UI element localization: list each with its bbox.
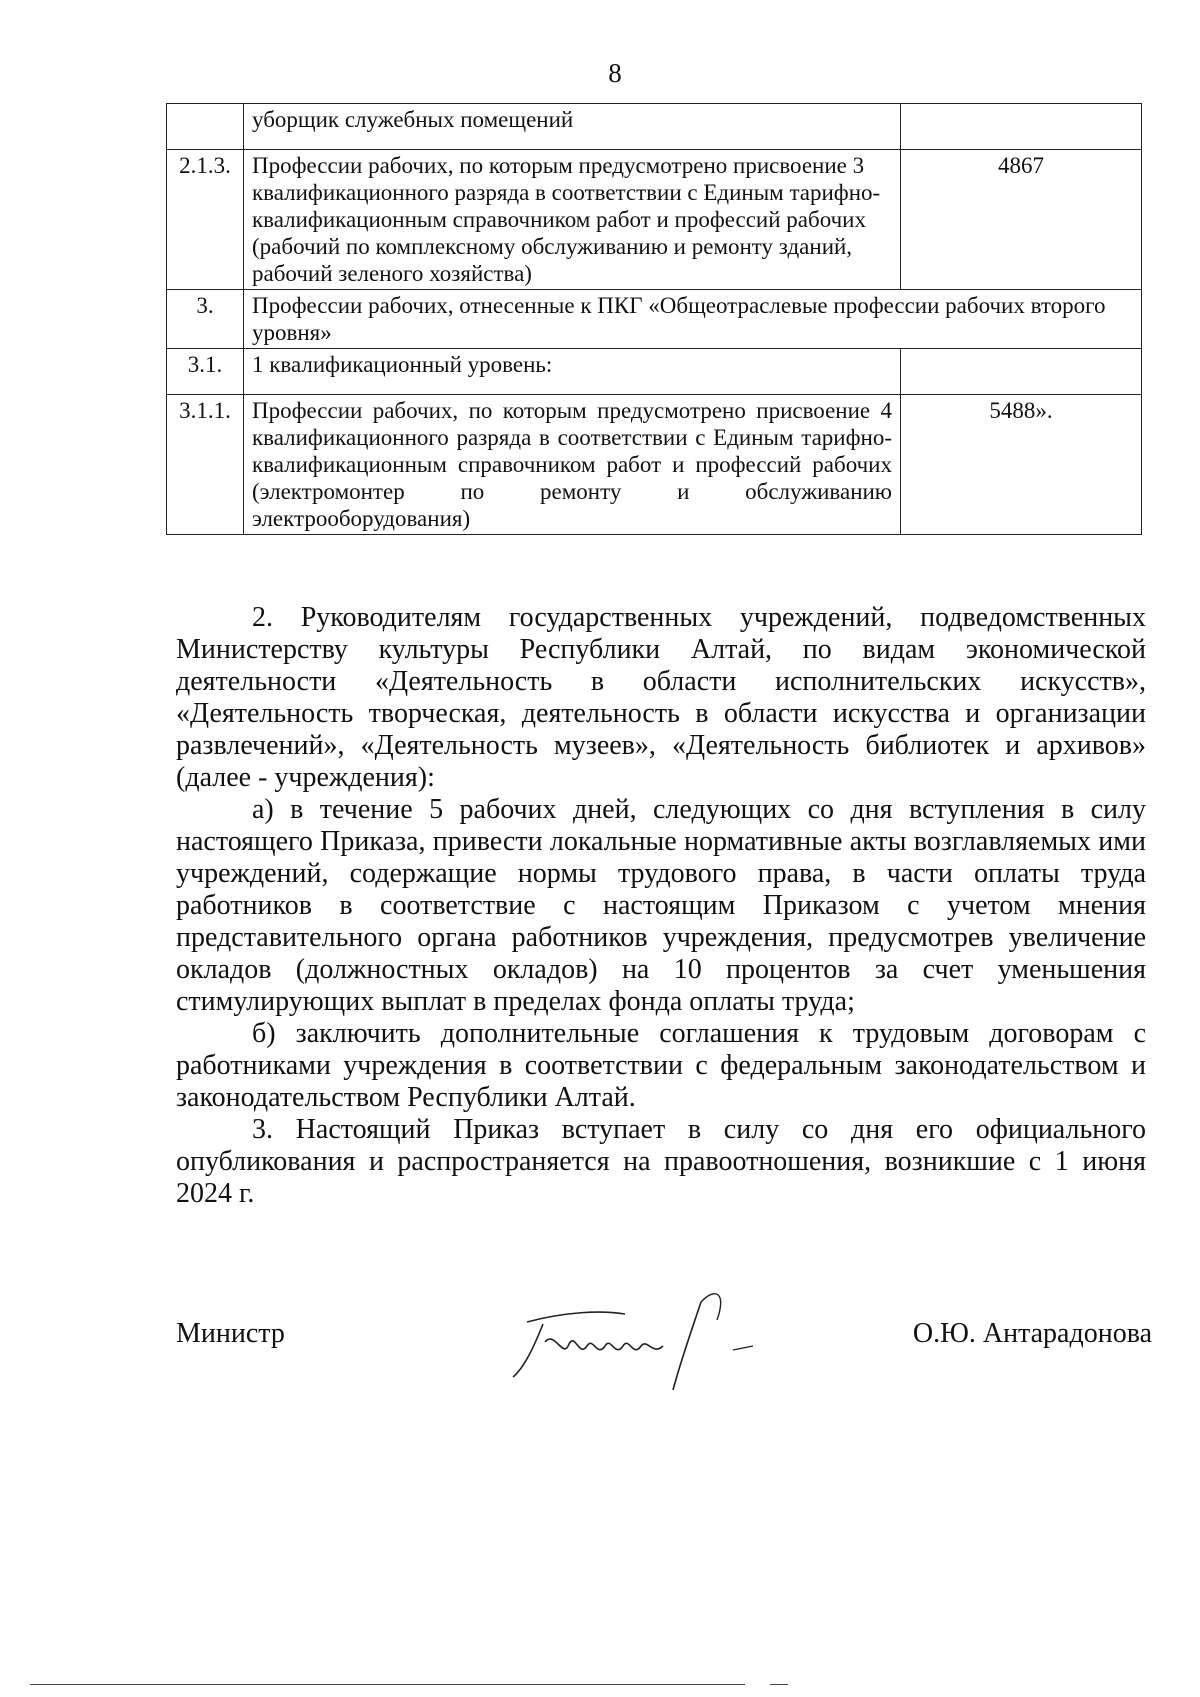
row-description: уборщик служебных помещений: [244, 104, 901, 150]
row-description: Профессии рабочих, по которым предусмотрено присвоение 3 квалификационного разряда в соответствии с Единым тарифно-квалификационным справочником работ и профессий рабочих (рабочий по комплексному обслуживанию и ремонту зданий, рабочий зеленого хозяйства): [244, 150, 901, 290]
row-number: 3.1.: [167, 349, 244, 395]
order-body: [176, 602, 1146, 1210]
row-number: 3.: [167, 290, 244, 349]
handwritten-signature: [505, 1272, 765, 1392]
row-value: [901, 349, 1142, 395]
table-row: [167, 290, 1142, 349]
signatory-name: О.Ю. Антарадонова: [912, 1318, 1152, 1349]
row-value: 4867: [901, 150, 1142, 290]
paragraph: а) в течение 5 рабочих дней, следующих со дня вступления в силу настоящего Приказа, привести локальные нормативные акты возглавляемых ими учреждений, содержащие нормы трудового права, в части оплаты труда работников в соответствие с настоящим Приказом с учетом мнения представительного органа работников учреждения, предусмотрев увеличение окладов (должностных окладов) на 10 процентов за счет уменьшения стимулирующих выплат в пределах фонда оплаты труда;: [176, 794, 1146, 1017]
table-row: [167, 349, 1142, 395]
row-value: [901, 104, 1142, 150]
row-number: 3.1.1.: [167, 395, 244, 535]
paragraph: 2. Руководителям государственных учреждений, подведомственных Министерству культуры Республики Алтай, по видам экономической деятельности «Деятельность в области исполнительских искусств», «Деятельность творческая, деятельность в области искусства и организации развлечений», «Деятельность музеев», «Деятельность библиотек и архивов» (далее - учреждения):: [176, 602, 1146, 793]
row-description: Профессии рабочих, отнесенные к ПКГ «Общеотраслевые профессии рабочих второго уровня»: [244, 290, 1142, 349]
row-description: Профессии рабочих, по которым предусмотрено присвоение 4 квалификационного разряда в соответствии с Единым тарифно-квалификационным справочником работ и профессий рабочих (электромонтер по ремонту и обслуживанию электрооборудования): [244, 395, 901, 535]
row-description: 1 квалификационный уровень:: [244, 349, 901, 395]
footer-dash: [770, 1684, 788, 1685]
table-row: [167, 150, 1142, 290]
signatory-position: Министр: [176, 1318, 285, 1349]
page-number: 8: [608, 58, 622, 88]
row-value: 5488».: [901, 395, 1142, 535]
row-number: 2.1.3.: [167, 150, 244, 290]
row-number: [167, 104, 244, 150]
table-row: [167, 395, 1142, 535]
paragraph: б) заключить дополнительные соглашения к трудовым договорам с работниками учреждения в соответствии с федеральным законодательством и законодательством Республики Алтай.: [176, 1018, 1146, 1113]
table-row: [167, 104, 1142, 150]
professions-table: [166, 103, 1142, 535]
footer-divider: [30, 1684, 745, 1685]
paragraph: 3. Настоящий Приказ вступает в силу со дня его официального опубликования и распространяется на правоотношения, возникшие с 1 июня 2024 г.: [176, 1114, 1146, 1209]
